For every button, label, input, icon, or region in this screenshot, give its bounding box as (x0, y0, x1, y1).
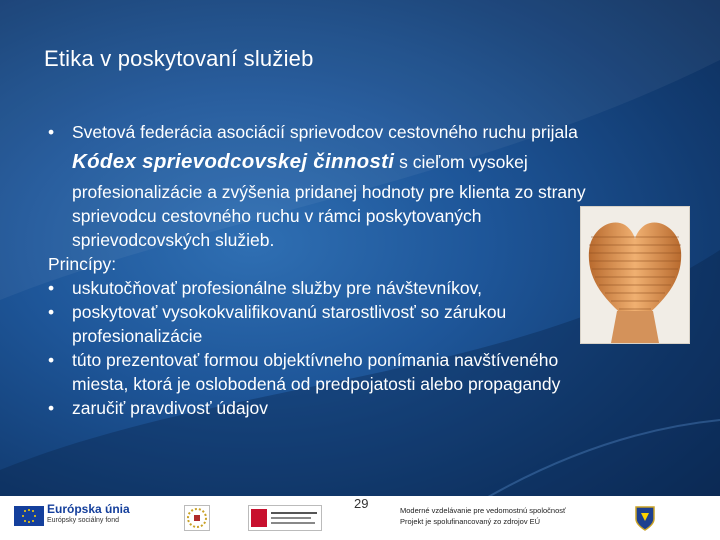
intro-line-1: Svetová federácia asociácií sprievodcov cestovného ruchu prijala (72, 122, 578, 142)
principle-item (48, 348, 688, 396)
intro-line-2-rest: s cieľom vysokej (394, 152, 528, 172)
eu-subtitle: Európsky sociálny fond (47, 517, 119, 524)
code-name: Kódex sprievodcovskej činnosti (72, 150, 395, 173)
principle-line-1: zaručiť pravdivosť údajov (72, 398, 268, 418)
principle-line-1: poskytovať vysokokvalifikovanú starostlivosť so zárukou (72, 302, 507, 322)
eu-flag-icon (14, 506, 44, 526)
principle-line-1: uskutočňovať profesionálne služby pre návštevníkov, (72, 278, 482, 298)
wooden-heart-icon (581, 207, 689, 343)
bullet-symbol: • (48, 350, 55, 370)
project-line-2: Projekt je spolufinancovaný zo zdrojov EÚ (400, 517, 541, 526)
agency-logo (248, 505, 322, 531)
intro-line-4: sprievodcu cestovného ruchu v rámci poskytovaných (72, 206, 482, 226)
principle-line-2: profesionalizácie (72, 326, 203, 346)
ministry-logo (184, 505, 210, 531)
principle-line-1: túto prezentovať formou objektívneho ponímania navštíveného (72, 350, 559, 370)
principles-heading: Princípy: (48, 254, 117, 274)
intro-line-3: profesionalizácie a zvýšenia pridanej hodnoty pre klienta zo strany (72, 182, 586, 202)
intro-line-5: sprievodcovských služieb. (72, 230, 275, 250)
page-number: 29 (354, 496, 369, 511)
bullet-symbol: • (48, 302, 55, 322)
bullet-symbol: • (48, 122, 55, 142)
bullet-symbol: • (48, 278, 55, 298)
eu-title: Európska únia (47, 502, 130, 516)
intro-line-2 (72, 150, 688, 174)
project-line-1: Moderné vzdelávanie pre vedomostnú spoločnosť (400, 506, 566, 515)
bullet-symbol: • (48, 398, 55, 418)
school-crest-icon (634, 503, 656, 531)
wooden-heart-image (580, 206, 690, 344)
principle-item (48, 396, 688, 420)
principle-line-2: miesta, ktorá je oslobodená od predpojatosti alebo propagandy (72, 374, 561, 394)
slide-title: Etika v poskytovaní služieb (44, 46, 314, 71)
project-info (400, 505, 566, 527)
